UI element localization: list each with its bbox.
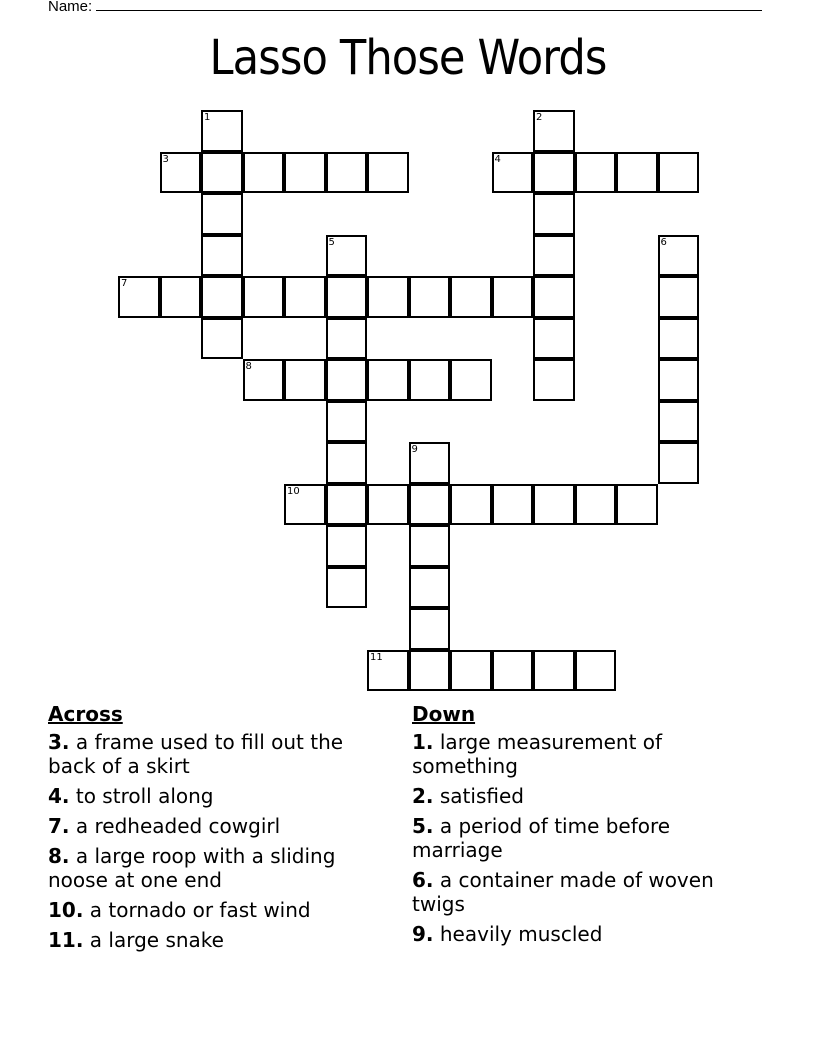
grid-cell[interactable] xyxy=(118,276,160,318)
clue-down-9 xyxy=(412,922,762,946)
clue-down-2 xyxy=(412,784,762,808)
grid-cell[interactable] xyxy=(284,152,326,194)
cell-number: 4 xyxy=(494,153,501,165)
clue-across-11 xyxy=(48,928,388,952)
clue-text: a redheaded cowgirl xyxy=(75,814,281,838)
clue-number: 4. xyxy=(48,784,70,808)
page-title: Lasso Those Words xyxy=(209,30,607,86)
grid-cell[interactable] xyxy=(409,484,451,526)
clue-down-6 xyxy=(412,868,762,916)
grid-cell[interactable] xyxy=(326,401,368,443)
grid-cell[interactable] xyxy=(243,152,285,194)
clue-text: a large roop with a sliding noose at one end xyxy=(48,844,336,892)
grid-cell[interactable] xyxy=(201,276,243,318)
grid-cell[interactable] xyxy=(284,276,326,318)
grid-cell[interactable] xyxy=(450,359,492,401)
clue-number: 1. xyxy=(412,730,434,754)
grid-cell[interactable] xyxy=(533,276,575,318)
grid-cell[interactable] xyxy=(492,152,534,194)
grid-cell[interactable] xyxy=(367,650,409,692)
clue-across-3 xyxy=(48,730,388,778)
clue-number: 2. xyxy=(412,784,434,808)
cell-number: 8 xyxy=(245,361,252,372)
grid-cell[interactable] xyxy=(450,484,492,526)
clue-number: 11. xyxy=(48,928,84,952)
grid-cell[interactable] xyxy=(409,276,451,318)
clue-number: 3. xyxy=(48,730,70,754)
cell-number: 11 xyxy=(370,651,383,663)
grid-cell[interactable] xyxy=(533,318,575,360)
crossword-grid xyxy=(118,110,700,692)
grid-cell[interactable] xyxy=(201,318,243,360)
grid-cell[interactable] xyxy=(533,110,575,152)
clue-number: 6. xyxy=(412,868,434,892)
grid-cell[interactable] xyxy=(450,276,492,318)
grid-cell[interactable] xyxy=(201,193,243,235)
clue-number: 9. xyxy=(412,922,434,946)
cell-number: 9 xyxy=(411,444,418,455)
clue-text: a period of time before marriage xyxy=(412,814,671,862)
down-heading: Down xyxy=(412,702,476,726)
cell-number: 2 xyxy=(536,112,543,123)
clue-number: 5. xyxy=(412,814,434,838)
clue-text: a tornado or fast wind xyxy=(89,898,311,922)
grid-cell[interactable] xyxy=(658,359,700,401)
grid-cell[interactable] xyxy=(367,484,409,526)
cell-number: 10 xyxy=(287,485,300,497)
grid-cell[interactable] xyxy=(533,484,575,526)
grid-cell[interactable] xyxy=(575,484,617,526)
clue-text: to stroll along xyxy=(75,784,214,808)
grid-cell[interactable] xyxy=(367,359,409,401)
cell-number: 3 xyxy=(162,153,169,165)
grid-cell[interactable] xyxy=(658,442,700,484)
grid-cell[interactable] xyxy=(450,650,492,692)
clue-text: large measurement of something xyxy=(412,730,663,778)
grid-cell[interactable] xyxy=(367,152,409,194)
grid-cell[interactable] xyxy=(326,152,368,194)
grid-cell[interactable] xyxy=(326,318,368,360)
grid-cell[interactable] xyxy=(409,567,451,609)
grid-cell[interactable] xyxy=(326,359,368,401)
grid-cell[interactable] xyxy=(367,276,409,318)
cell-number: 5 xyxy=(328,236,335,248)
grid-cell[interactable] xyxy=(492,484,534,526)
name-label: Name: xyxy=(48,0,93,15)
grid-cell[interactable] xyxy=(658,276,700,318)
grid-cell[interactable] xyxy=(533,650,575,692)
clue-down-1 xyxy=(412,730,762,778)
grid-cell[interactable] xyxy=(326,276,368,318)
name-field[interactable] xyxy=(48,0,762,15)
grid-cell[interactable] xyxy=(243,359,285,401)
clue-across-8 xyxy=(48,844,388,892)
grid-cell[interactable] xyxy=(658,401,700,443)
grid-cell[interactable] xyxy=(658,152,700,194)
clue-number: 7. xyxy=(48,814,70,838)
grid-cell[interactable] xyxy=(326,525,368,567)
grid-cell[interactable] xyxy=(616,484,658,526)
down-clues xyxy=(412,702,762,952)
clue-text: heavily muscled xyxy=(439,922,603,946)
grid-cell[interactable] xyxy=(160,152,202,194)
grid-cell[interactable] xyxy=(409,650,451,692)
across-heading: Across xyxy=(48,702,123,726)
clue-number: 8. xyxy=(48,844,70,868)
grid-cell[interactable] xyxy=(326,484,368,526)
grid-cell[interactable] xyxy=(658,318,700,360)
grid-cell[interactable] xyxy=(575,152,617,194)
clue-across-4 xyxy=(48,784,388,808)
grid-cell[interactable] xyxy=(533,193,575,235)
across-clues xyxy=(48,702,388,958)
grid-cell[interactable] xyxy=(201,152,243,194)
grid-cell[interactable] xyxy=(201,235,243,277)
grid-cell[interactable] xyxy=(492,276,534,318)
grid-cell[interactable] xyxy=(326,235,368,277)
grid-cell[interactable] xyxy=(326,442,368,484)
grid-cell[interactable] xyxy=(284,359,326,401)
grid-cell[interactable] xyxy=(533,235,575,277)
clue-across-10 xyxy=(48,898,388,922)
grid-cell[interactable] xyxy=(492,650,534,692)
cell-number: 7 xyxy=(121,278,128,289)
clue-down-5 xyxy=(412,814,762,862)
grid-cell[interactable] xyxy=(409,442,451,484)
grid-cell[interactable] xyxy=(533,152,575,194)
grid-cell[interactable] xyxy=(533,359,575,401)
grid-cell[interactable] xyxy=(616,152,658,194)
grid-cell[interactable] xyxy=(409,359,451,401)
clue-across-7 xyxy=(48,814,388,838)
grid-cell[interactable] xyxy=(284,484,326,526)
clue-number: 10. xyxy=(48,898,84,922)
clue-text: a large snake xyxy=(89,928,224,952)
grid-cell[interactable] xyxy=(201,110,243,152)
grid-cell[interactable] xyxy=(658,235,700,277)
grid-cell[interactable] xyxy=(326,567,368,609)
grid-cell[interactable] xyxy=(160,276,202,318)
clue-text: a frame used to fill out the back of a skirt xyxy=(48,730,344,778)
cell-number: 1 xyxy=(204,112,211,123)
cell-number: 6 xyxy=(660,236,667,248)
grid-cell[interactable] xyxy=(243,276,285,318)
grid-cell[interactable] xyxy=(409,608,451,650)
grid-cell[interactable] xyxy=(575,650,617,692)
name-blank-line[interactable] xyxy=(96,0,762,11)
clue-text: a container made of woven twigs xyxy=(412,868,714,916)
grid-cell[interactable] xyxy=(409,525,451,567)
clue-text: satisfied xyxy=(439,784,524,808)
